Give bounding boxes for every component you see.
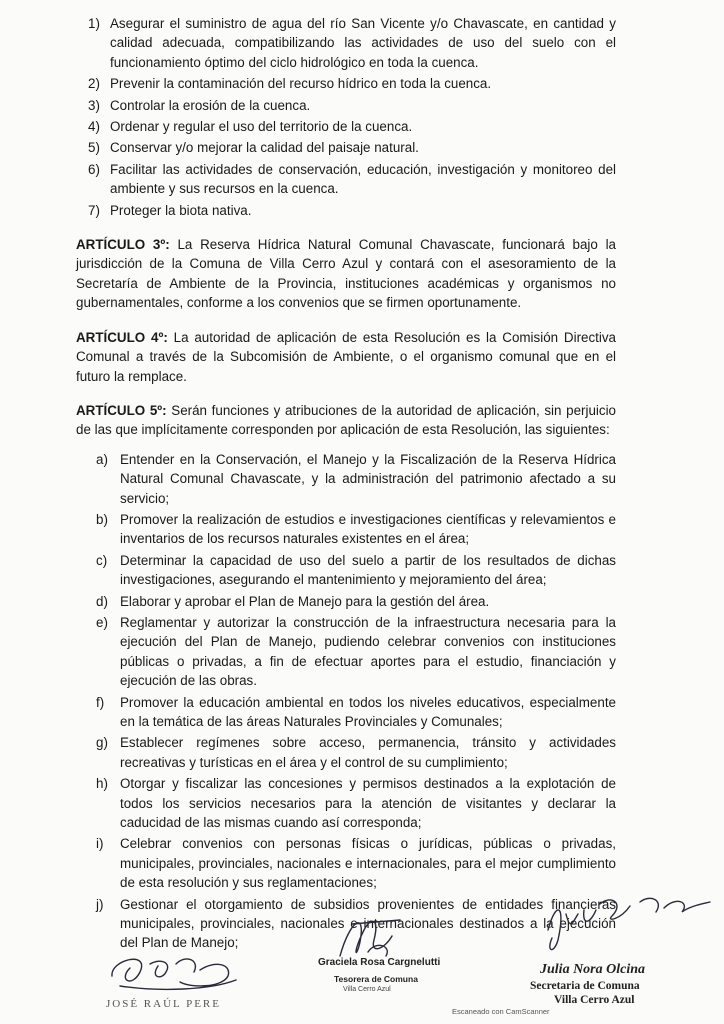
article-heading: ARTÍCULO 3º: bbox=[76, 237, 170, 253]
function-text: Reglamentar y autorizar la construcción de la infraestructura necesaria para la ejecución del Plan de Manejo, pudiendo celebrar convenios con instituciones públicas o privadas, a fin de efectuar aportes para el estudio, financiación y ejecución de las obras. bbox=[120, 614, 616, 689]
signature-center-role: Tesorera de Comuna bbox=[334, 974, 418, 984]
function-item-e bbox=[76, 613, 616, 691]
objective-number: 4) bbox=[88, 119, 100, 135]
objective-number: 2) bbox=[88, 76, 100, 92]
signature-right-name: Julia Nora Olcina bbox=[540, 962, 646, 977]
article-text: Serán funciones y atribuciones de la autoridad de aplicación, sin perjuicio de las que implícitamente corresponden por aplicación de esta Resolución, las siguientes: bbox=[76, 402, 616, 438]
objective-item-3 bbox=[76, 96, 616, 115]
signature-center-scribble bbox=[340, 920, 400, 956]
signature-area bbox=[0, 880, 724, 1024]
objective-text: Prevenir la contaminación del recurso hídrico en toda la cuenca. bbox=[110, 76, 492, 92]
objectives-list bbox=[76, 14, 616, 220]
article-heading: ARTÍCULO 4º: bbox=[76, 329, 168, 345]
objective-number: 5) bbox=[88, 140, 100, 156]
function-item-b bbox=[76, 510, 616, 549]
function-item-f bbox=[76, 693, 616, 732]
function-item-d bbox=[76, 592, 616, 611]
function-letter: b) bbox=[96, 511, 108, 527]
objective-number: 3) bbox=[88, 97, 100, 113]
function-letter: j) bbox=[96, 896, 104, 912]
signature-right-role: Secretaria de Comuna bbox=[530, 980, 640, 992]
signature-center-location: Villa Cerro Azul bbox=[343, 986, 391, 993]
function-item-c bbox=[76, 551, 616, 590]
article-text: La Reserva Hídrica Natural Comunal Chavascate, funcionará bajo la jurisdicción de la Comuna de Villa Cerro Azul y contará con el asesoramiento de la Secretaría de Ambiente de la Provincia, instituciones académicas y organismos no gubernamentales, conforme a los convenios que se firmen oportunamente. bbox=[76, 237, 616, 311]
objective-item-5 bbox=[76, 138, 616, 157]
function-item-g bbox=[76, 733, 616, 772]
objective-item-6 bbox=[76, 160, 616, 199]
function-text: Promover la realización de estudios e investigaciones científicas y relevamientos e inventarios de los recursos naturales existentes en el área; bbox=[120, 511, 616, 547]
functions-list bbox=[76, 450, 616, 953]
function-text: Otorgar y fiscalizar las concesiones y permisos destinados a la explotación de todos los servicios necesarios para la atención de visitantes y declarar la caducidad de las mismas cuando así corresponda; bbox=[120, 776, 616, 831]
signature-center-name: Graciela Rosa Cargnelutti bbox=[318, 957, 441, 968]
objective-item-7 bbox=[76, 201, 616, 220]
objective-number: 1) bbox=[88, 16, 100, 31]
function-text: Establecer regímenes sobre acceso, permanencia, tránsito y actividades recreativas y turísticas en el área y el control de su cumplimiento; bbox=[120, 735, 616, 770]
article-5 bbox=[76, 401, 616, 440]
function-letter: h) bbox=[96, 776, 108, 792]
function-letter: a) bbox=[96, 451, 108, 467]
function-item-h bbox=[76, 774, 616, 832]
function-letter: i) bbox=[96, 836, 104, 852]
document-body bbox=[76, 14, 616, 955]
function-item-a bbox=[76, 450, 616, 508]
objective-number: 7) bbox=[88, 202, 100, 218]
signature-left-name: JOSÉ RAÚL PERE bbox=[106, 998, 221, 1010]
objective-text: Ordenar y regular el uso del territorio de la cuenca. bbox=[110, 119, 413, 135]
scanner-watermark: Escaneado con CamScanner bbox=[452, 1007, 550, 1016]
signature-right-scribble bbox=[548, 898, 710, 949]
objective-item-4 bbox=[76, 117, 616, 136]
function-text: Celebrar convenios con personas físicas o jurídicas, públicas o privadas, municipales, provinciales, nacionales e internacionales, para el mejor cumplimiento de esta resolución y sus reglamentaciones; bbox=[120, 836, 616, 891]
signature-left-scribble bbox=[112, 959, 236, 989]
function-text: Promover la educación ambiental en todos los niveles educativos, especialmente en la temática de las áreas Naturales Provinciales y Comunales; bbox=[120, 694, 616, 729]
function-text: Entender en la Conservación, el Manejo y la Fiscalización de la Reserva Hídrica Natural Comunal Chavascate, y la administración del patrimonio afectado a su servicio; bbox=[120, 451, 616, 506]
function-letter: g) bbox=[96, 735, 108, 751]
objective-item-1 bbox=[76, 14, 616, 72]
function-letter: e) bbox=[96, 614, 108, 630]
objective-text: Conservar y/o mejorar la calidad del paisaje natural. bbox=[110, 140, 419, 156]
function-text: Determinar la capacidad de uso del suelo a partir de los resultados de dichas investigaciones, asegurando el mantenimiento y mejoramiento del área; bbox=[120, 552, 616, 588]
objective-text: Proteger la biota nativa. bbox=[110, 202, 252, 218]
function-letter: f) bbox=[96, 694, 105, 710]
article-heading: ARTÍCULO 5º: bbox=[76, 402, 167, 418]
objective-text: Facilitar las actividades de conservación, educación, investigación y monitoreo del ambiente y sus recursos en la cuenca. bbox=[110, 161, 616, 197]
objective-text: Controlar la erosión de la cuenca. bbox=[110, 97, 311, 113]
function-letter: d) bbox=[96, 593, 108, 609]
signature-right-location: Villa Cerro Azul bbox=[554, 994, 635, 1006]
objective-number: 6) bbox=[88, 161, 100, 177]
article-3 bbox=[76, 235, 616, 313]
function-text: Elaborar y aprobar el Plan de Manejo para la gestión del área. bbox=[120, 593, 490, 609]
function-text: Gestionar el otorgamiento de subsidios provenientes de entidades financieras municipales, provinciales, nacionales e internacionales destinados a la ejecución del Plan de Manejo; bbox=[120, 896, 616, 951]
article-4 bbox=[76, 328, 616, 386]
objective-text: Asegurar el suministro de agua del río San Vicente y/o Chavascate, en cantidad y calidad adecuada, compatibilizando las actividades de uso del suelo con el funcionamiento óptimo del ciclo hidrológico en toda la cuenca. bbox=[110, 16, 616, 70]
article-text: La autoridad de aplicación de esta Resolución es la Comisión Directiva Comunal a través de la Subcomisión de Ambiente, o el organismo comunal que en el futuro la remplace. bbox=[76, 329, 617, 384]
objective-item-2 bbox=[76, 74, 616, 93]
function-letter: c) bbox=[96, 552, 108, 568]
